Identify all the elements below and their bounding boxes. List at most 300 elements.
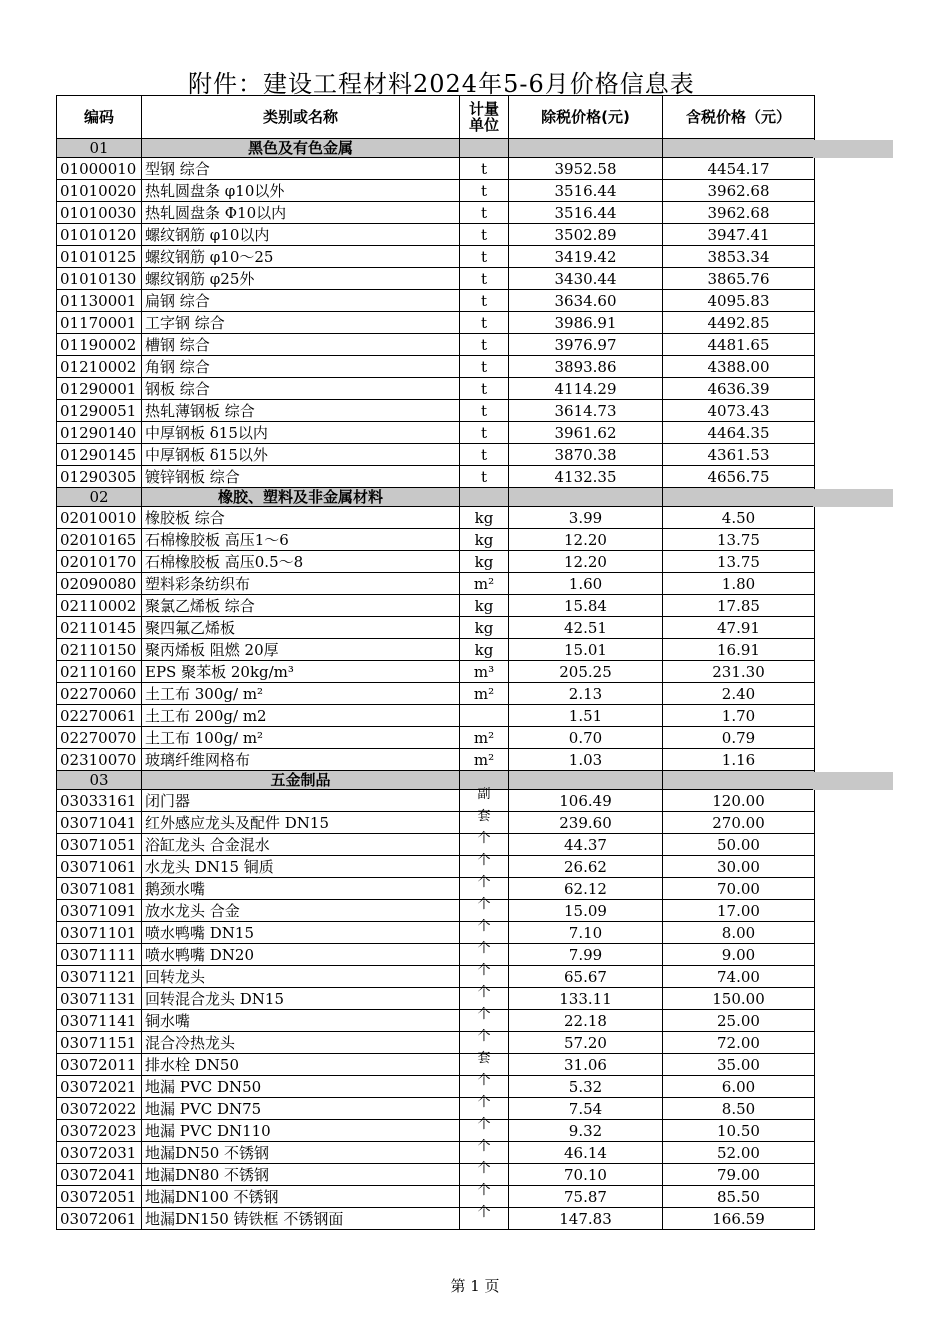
category-price-inc bbox=[663, 488, 815, 507]
item-code: 03071141 bbox=[57, 1010, 142, 1032]
item-code: 03033161 bbox=[57, 790, 142, 812]
item-price-ex-tax: 70.10 bbox=[509, 1164, 663, 1186]
item-name: 玻璃纤维网格布 bbox=[142, 749, 460, 771]
item-price-ex-tax: 3419.42 bbox=[509, 246, 663, 268]
item-unit: t bbox=[460, 180, 509, 202]
item-unit: 个 bbox=[460, 872, 509, 894]
item-unit: 个 bbox=[460, 982, 509, 1004]
table-row bbox=[57, 202, 815, 224]
item-price-ex-tax: 3.99 bbox=[509, 507, 663, 529]
item-code: 02010165 bbox=[57, 529, 142, 551]
item-price-inc-tax: 9.00 bbox=[663, 944, 815, 966]
item-code: 02110150 bbox=[57, 639, 142, 661]
item-price-inc-tax: 35.00 bbox=[663, 1054, 815, 1076]
item-unit: kg bbox=[460, 551, 509, 573]
table-row bbox=[57, 705, 815, 727]
item-code: 03071091 bbox=[57, 900, 142, 922]
item-name: 橡胶板 综合 bbox=[142, 507, 460, 529]
item-code: 02010170 bbox=[57, 551, 142, 573]
table-row bbox=[57, 749, 815, 771]
item-name: 槽钢 综合 bbox=[142, 334, 460, 356]
category-row bbox=[57, 139, 815, 158]
category-code: 01 bbox=[57, 139, 142, 158]
item-price-inc-tax: 3865.76 bbox=[663, 268, 815, 290]
category-price-inc bbox=[663, 139, 815, 158]
item-name: 聚丙烯板 阻燃 20厚 bbox=[142, 639, 460, 661]
table-row bbox=[57, 944, 815, 966]
item-price-inc-tax: 72.00 bbox=[663, 1032, 815, 1054]
item-price-ex-tax: 31.06 bbox=[509, 1054, 663, 1076]
item-code: 03071051 bbox=[57, 834, 142, 856]
item-unit: t bbox=[460, 312, 509, 334]
table-row bbox=[57, 683, 815, 705]
item-price-ex-tax: 75.87 bbox=[509, 1186, 663, 1208]
item-code: 03071081 bbox=[57, 878, 142, 900]
table-row bbox=[57, 1054, 815, 1076]
item-name: 排水栓 DN50 bbox=[142, 1054, 460, 1076]
item-code: 02310070 bbox=[57, 749, 142, 771]
item-unit: t bbox=[460, 356, 509, 378]
item-price-inc-tax: 30.00 bbox=[663, 856, 815, 878]
item-price-inc-tax: 270.00 bbox=[663, 812, 815, 834]
item-name: 聚四氟乙烯板 bbox=[142, 617, 460, 639]
table-row bbox=[57, 922, 815, 944]
item-name: 鹅颈水嘴 bbox=[142, 878, 460, 900]
item-price-inc-tax: 74.00 bbox=[663, 966, 815, 988]
item-unit: 个 bbox=[460, 1004, 509, 1026]
item-unit: 副 bbox=[460, 784, 509, 806]
item-name: 土工布 100g/ m² bbox=[142, 727, 460, 749]
page-number: 第 1 页 bbox=[450, 1277, 500, 1295]
table-row bbox=[57, 356, 815, 378]
category-band bbox=[813, 489, 893, 507]
item-price-ex-tax: 3893.86 bbox=[509, 356, 663, 378]
category-price-ex bbox=[509, 139, 663, 158]
item-unit: kg bbox=[460, 639, 509, 661]
item-unit: 个 bbox=[460, 1158, 509, 1180]
header-unit: 计量单位 bbox=[460, 96, 509, 139]
item-price-ex-tax: 0.70 bbox=[509, 727, 663, 749]
item-unit: m² bbox=[460, 683, 509, 705]
item-price-inc-tax: 17.85 bbox=[663, 595, 815, 617]
table-row bbox=[57, 1010, 815, 1032]
table-row bbox=[57, 617, 815, 639]
item-price-inc-tax: 4.50 bbox=[663, 507, 815, 529]
item-price-inc-tax: 6.00 bbox=[663, 1076, 815, 1098]
table-body bbox=[57, 139, 815, 1230]
item-name: 工字钢 综合 bbox=[142, 312, 460, 334]
table-row bbox=[57, 1186, 815, 1208]
item-price-inc-tax: 166.59 bbox=[663, 1208, 815, 1230]
item-name: 土工布 300g/ m² bbox=[142, 683, 460, 705]
item-price-ex-tax: 3516.44 bbox=[509, 202, 663, 224]
item-code: 02090080 bbox=[57, 573, 142, 595]
item-price-ex-tax: 5.32 bbox=[509, 1076, 663, 1098]
item-unit: t bbox=[460, 246, 509, 268]
item-price-ex-tax: 1.51 bbox=[509, 705, 663, 727]
item-name: 螺纹钢筋 φ10以内 bbox=[142, 224, 460, 246]
item-price-inc-tax: 8.50 bbox=[663, 1098, 815, 1120]
item-price-ex-tax: 133.11 bbox=[509, 988, 663, 1010]
item-code: 01190002 bbox=[57, 334, 142, 356]
item-code: 03071111 bbox=[57, 944, 142, 966]
item-name: 铜水嘴 bbox=[142, 1010, 460, 1032]
item-name: 红外感应龙头及配件 DN15 bbox=[142, 812, 460, 834]
table-row bbox=[57, 856, 815, 878]
category-price-inc bbox=[663, 771, 815, 790]
item-price-ex-tax: 3634.60 bbox=[509, 290, 663, 312]
item-unit: t bbox=[460, 290, 509, 312]
item-code: 02270061 bbox=[57, 705, 142, 727]
item-price-inc-tax: 4492.85 bbox=[663, 312, 815, 334]
category-row bbox=[57, 771, 815, 790]
category-band bbox=[813, 140, 893, 158]
item-price-inc-tax: 3853.34 bbox=[663, 246, 815, 268]
item-unit: 个 bbox=[460, 894, 509, 916]
table-row bbox=[57, 1120, 815, 1142]
item-price-ex-tax: 2.13 bbox=[509, 683, 663, 705]
item-price-ex-tax: 3430.44 bbox=[509, 268, 663, 290]
item-name: 热轧圆盘条 Φ10以内 bbox=[142, 202, 460, 224]
item-unit: t bbox=[460, 444, 509, 466]
table-row bbox=[57, 158, 815, 180]
item-price-ex-tax: 3952.58 bbox=[509, 158, 663, 180]
item-price-inc-tax: 0.79 bbox=[663, 727, 815, 749]
item-name: 放水龙头 合金 bbox=[142, 900, 460, 922]
item-unit: t bbox=[460, 400, 509, 422]
item-name: 地漏DN80 不锈钢 bbox=[142, 1164, 460, 1186]
table-row bbox=[57, 422, 815, 444]
item-price-ex-tax: 22.18 bbox=[509, 1010, 663, 1032]
item-code: 01290305 bbox=[57, 466, 142, 488]
item-price-inc-tax: 1.70 bbox=[663, 705, 815, 727]
item-unit: m² bbox=[460, 749, 509, 771]
item-code: 03072051 bbox=[57, 1186, 142, 1208]
item-price-inc-tax: 150.00 bbox=[663, 988, 815, 1010]
item-name: 闭门器 bbox=[142, 790, 460, 812]
item-price-ex-tax: 3502.89 bbox=[509, 224, 663, 246]
item-code: 02110145 bbox=[57, 617, 142, 639]
item-code: 01010020 bbox=[57, 180, 142, 202]
item-price-ex-tax: 42.51 bbox=[509, 617, 663, 639]
item-unit: 个 bbox=[460, 1092, 509, 1114]
item-price-ex-tax: 7.54 bbox=[509, 1098, 663, 1120]
item-price-inc-tax: 16.91 bbox=[663, 639, 815, 661]
item-price-ex-tax: 44.37 bbox=[509, 834, 663, 856]
category-price-ex bbox=[509, 488, 663, 507]
category-code: 02 bbox=[57, 488, 142, 507]
item-code: 01170001 bbox=[57, 312, 142, 334]
item-code: 03072022 bbox=[57, 1098, 142, 1120]
item-name: 回转混合龙头 DN15 bbox=[142, 988, 460, 1010]
item-code: 03071101 bbox=[57, 922, 142, 944]
item-code: 01290145 bbox=[57, 444, 142, 466]
item-unit: t bbox=[460, 422, 509, 444]
item-name: 塑料彩条纺织布 bbox=[142, 573, 460, 595]
item-code: 02010010 bbox=[57, 507, 142, 529]
item-unit: t bbox=[460, 158, 509, 180]
item-name: 土工布 200g/ m2 bbox=[142, 705, 460, 727]
item-code: 03071061 bbox=[57, 856, 142, 878]
item-code: 01130001 bbox=[57, 290, 142, 312]
table-row bbox=[57, 290, 815, 312]
item-price-ex-tax: 7.99 bbox=[509, 944, 663, 966]
item-price-inc-tax: 4073.43 bbox=[663, 400, 815, 422]
item-name: 螺纹钢筋 φ25外 bbox=[142, 268, 460, 290]
table-header-row bbox=[57, 96, 815, 139]
item-price-inc-tax: 4636.39 bbox=[663, 378, 815, 400]
item-price-ex-tax: 1.03 bbox=[509, 749, 663, 771]
item-name: 地漏DN150 铸铁框 不锈钢面 bbox=[142, 1208, 460, 1230]
item-name: 热轧圆盘条 φ10以外 bbox=[142, 180, 460, 202]
item-price-inc-tax: 4656.75 bbox=[663, 466, 815, 488]
table-row bbox=[57, 312, 815, 334]
table-row bbox=[57, 466, 815, 488]
item-price-inc-tax: 13.75 bbox=[663, 551, 815, 573]
document-title: 附件：建设工程材料2024年5-6月价格信息表 bbox=[188, 70, 695, 98]
table-row bbox=[57, 1208, 815, 1230]
item-price-ex-tax: 4114.29 bbox=[509, 378, 663, 400]
item-unit: 个 bbox=[460, 1180, 509, 1202]
item-price-inc-tax: 3962.68 bbox=[663, 202, 815, 224]
table-row bbox=[57, 1098, 815, 1120]
category-band bbox=[813, 772, 893, 790]
item-code: 03072061 bbox=[57, 1208, 142, 1230]
table-row bbox=[57, 1032, 815, 1054]
item-unit: kg bbox=[460, 595, 509, 617]
item-name: 石棉橡胶板 高压0.5～8 bbox=[142, 551, 460, 573]
category-name: 五金制品 bbox=[142, 771, 460, 790]
item-name: 热轧薄钢板 综合 bbox=[142, 400, 460, 422]
table-row bbox=[57, 834, 815, 856]
item-unit: 个 bbox=[460, 1114, 509, 1136]
item-code: 01290140 bbox=[57, 422, 142, 444]
item-price-ex-tax: 15.09 bbox=[509, 900, 663, 922]
item-name: 石棉橡胶板 高压1～6 bbox=[142, 529, 460, 551]
item-unit: m² bbox=[460, 573, 509, 595]
table-row bbox=[57, 661, 815, 683]
item-code: 03071131 bbox=[57, 988, 142, 1010]
header-price-ex-tax: 除税价格(元) bbox=[509, 96, 663, 139]
item-unit: t bbox=[460, 466, 509, 488]
item-price-inc-tax: 8.00 bbox=[663, 922, 815, 944]
table-row bbox=[57, 878, 815, 900]
item-price-inc-tax: 120.00 bbox=[663, 790, 815, 812]
table-row bbox=[57, 966, 815, 988]
item-code: 03071151 bbox=[57, 1032, 142, 1054]
item-code: 02110160 bbox=[57, 661, 142, 683]
table-row bbox=[57, 900, 815, 922]
header-price-inc-tax: 含税价格（元） bbox=[663, 96, 815, 139]
item-code: 03071121 bbox=[57, 966, 142, 988]
item-code: 03072041 bbox=[57, 1164, 142, 1186]
item-unit: t bbox=[460, 334, 509, 356]
item-code: 01290001 bbox=[57, 378, 142, 400]
item-code: 01010030 bbox=[57, 202, 142, 224]
table-row bbox=[57, 1142, 815, 1164]
item-name: 螺纹钢筋 φ10～25 bbox=[142, 246, 460, 268]
item-unit: kg bbox=[460, 529, 509, 551]
item-price-ex-tax: 12.20 bbox=[509, 529, 663, 551]
item-code: 03072023 bbox=[57, 1120, 142, 1142]
item-name: 角钢 综合 bbox=[142, 356, 460, 378]
item-unit: t bbox=[460, 378, 509, 400]
item-price-inc-tax: 3962.68 bbox=[663, 180, 815, 202]
item-name: 地漏 PVC DN110 bbox=[142, 1120, 460, 1142]
item-name: 回转龙头 bbox=[142, 966, 460, 988]
item-code: 03072031 bbox=[57, 1142, 142, 1164]
item-code: 01210002 bbox=[57, 356, 142, 378]
item-price-ex-tax: 3516.44 bbox=[509, 180, 663, 202]
item-name: 型钢 综合 bbox=[142, 158, 460, 180]
price-table bbox=[56, 95, 815, 1230]
item-price-ex-tax: 106.49 bbox=[509, 790, 663, 812]
item-price-inc-tax: 79.00 bbox=[663, 1164, 815, 1186]
table-row bbox=[57, 1164, 815, 1186]
item-unit: 个 bbox=[460, 916, 509, 938]
item-code: 03072011 bbox=[57, 1054, 142, 1076]
item-price-inc-tax: 2.40 bbox=[663, 683, 815, 705]
item-unit: t bbox=[460, 224, 509, 246]
item-name: 镀锌钢板 综合 bbox=[142, 466, 460, 488]
item-name: 中厚钢板 δ15以内 bbox=[142, 422, 460, 444]
table-row bbox=[57, 444, 815, 466]
item-price-ex-tax: 15.01 bbox=[509, 639, 663, 661]
item-price-inc-tax: 3947.41 bbox=[663, 224, 815, 246]
item-unit: 个 bbox=[460, 828, 509, 850]
item-code: 01010120 bbox=[57, 224, 142, 246]
item-name: 地漏DN100 不锈钢 bbox=[142, 1186, 460, 1208]
item-price-ex-tax: 46.14 bbox=[509, 1142, 663, 1164]
item-code: 01290051 bbox=[57, 400, 142, 422]
item-price-inc-tax: 25.00 bbox=[663, 1010, 815, 1032]
table-row bbox=[57, 790, 815, 812]
item-name: 扁钢 综合 bbox=[142, 290, 460, 312]
item-name: 地漏 PVC DN50 bbox=[142, 1076, 460, 1098]
item-unit: 套 bbox=[460, 806, 509, 828]
item-unit: kg bbox=[460, 507, 509, 529]
item-name: 地漏 PVC DN75 bbox=[142, 1098, 460, 1120]
item-code: 01010125 bbox=[57, 246, 142, 268]
table-row bbox=[57, 988, 815, 1010]
table-row bbox=[57, 727, 815, 749]
item-price-ex-tax: 239.60 bbox=[509, 812, 663, 834]
item-unit: 个 bbox=[460, 1136, 509, 1158]
item-unit: 个 bbox=[460, 1070, 509, 1092]
item-price-inc-tax: 10.50 bbox=[663, 1120, 815, 1142]
item-price-ex-tax: 3614.73 bbox=[509, 400, 663, 422]
item-price-ex-tax: 4132.35 bbox=[509, 466, 663, 488]
table-row bbox=[57, 400, 815, 422]
item-price-inc-tax: 1.80 bbox=[663, 573, 815, 595]
item-unit: 个 bbox=[460, 1026, 509, 1048]
category-unit bbox=[460, 139, 509, 158]
item-unit: m³ bbox=[460, 661, 509, 683]
category-row bbox=[57, 488, 815, 507]
item-unit: 套 bbox=[460, 1048, 509, 1070]
item-name: 钢板 综合 bbox=[142, 378, 460, 400]
table-row bbox=[57, 551, 815, 573]
item-name: 混合冷热龙头 bbox=[142, 1032, 460, 1054]
item-unit: kg bbox=[460, 617, 509, 639]
table-row bbox=[57, 378, 815, 400]
item-code: 03072021 bbox=[57, 1076, 142, 1098]
item-price-ex-tax: 147.83 bbox=[509, 1208, 663, 1230]
item-price-ex-tax: 205.25 bbox=[509, 661, 663, 683]
item-unit bbox=[460, 705, 509, 727]
item-name: 中厚钢板 δ15以外 bbox=[142, 444, 460, 466]
table-row bbox=[57, 1076, 815, 1098]
item-name: 水龙头 DN15 铜质 bbox=[142, 856, 460, 878]
table-row bbox=[57, 639, 815, 661]
item-price-ex-tax: 62.12 bbox=[509, 878, 663, 900]
item-price-inc-tax: 13.75 bbox=[663, 529, 815, 551]
item-price-ex-tax: 26.62 bbox=[509, 856, 663, 878]
item-price-ex-tax: 9.32 bbox=[509, 1120, 663, 1142]
item-unit: 个 bbox=[460, 938, 509, 960]
header-name: 类别或名称 bbox=[142, 96, 460, 139]
table-row bbox=[57, 268, 815, 290]
item-price-inc-tax: 4464.35 bbox=[663, 422, 815, 444]
item-price-inc-tax: 1.16 bbox=[663, 749, 815, 771]
item-price-inc-tax: 4361.53 bbox=[663, 444, 815, 466]
item-price-ex-tax: 7.10 bbox=[509, 922, 663, 944]
item-code: 02270060 bbox=[57, 683, 142, 705]
category-name: 黑色及有色金属 bbox=[142, 139, 460, 158]
table-row bbox=[57, 595, 815, 617]
item-code: 03071041 bbox=[57, 812, 142, 834]
table-row bbox=[57, 334, 815, 356]
item-price-ex-tax: 3961.62 bbox=[509, 422, 663, 444]
item-name: 喷水鸭嘴 DN15 bbox=[142, 922, 460, 944]
item-name: 聚氯乙烯板 综合 bbox=[142, 595, 460, 617]
category-code: 03 bbox=[57, 771, 142, 790]
table-row bbox=[57, 573, 815, 595]
item-code: 02270070 bbox=[57, 727, 142, 749]
item-unit: 个 bbox=[460, 1202, 509, 1224]
item-price-ex-tax: 15.84 bbox=[509, 595, 663, 617]
item-name: 喷水鸭嘴 DN20 bbox=[142, 944, 460, 966]
item-price-ex-tax: 3870.38 bbox=[509, 444, 663, 466]
item-name: 浴缸龙头 合金混水 bbox=[142, 834, 460, 856]
item-price-inc-tax: 70.00 bbox=[663, 878, 815, 900]
item-price-ex-tax: 3986.91 bbox=[509, 312, 663, 334]
item-unit: 个 bbox=[460, 960, 509, 982]
table-row bbox=[57, 246, 815, 268]
table-row bbox=[57, 507, 815, 529]
item-unit: t bbox=[460, 202, 509, 224]
item-code: 02110002 bbox=[57, 595, 142, 617]
table-row bbox=[57, 180, 815, 202]
item-code: 01010130 bbox=[57, 268, 142, 290]
category-name: 橡胶、塑料及非金属材料 bbox=[142, 488, 460, 507]
item-price-inc-tax: 4388.00 bbox=[663, 356, 815, 378]
item-unit: 个 bbox=[460, 850, 509, 872]
item-unit: m² bbox=[460, 727, 509, 749]
item-price-inc-tax: 4095.83 bbox=[663, 290, 815, 312]
item-price-ex-tax: 3976.97 bbox=[509, 334, 663, 356]
item-price-ex-tax: 65.67 bbox=[509, 966, 663, 988]
item-price-inc-tax: 4481.65 bbox=[663, 334, 815, 356]
item-price-inc-tax: 4454.17 bbox=[663, 158, 815, 180]
item-price-inc-tax: 85.50 bbox=[663, 1186, 815, 1208]
category-unit bbox=[460, 488, 509, 507]
header-code: 编码 bbox=[57, 96, 142, 139]
table-row bbox=[57, 224, 815, 246]
item-price-inc-tax: 47.91 bbox=[663, 617, 815, 639]
item-price-inc-tax: 52.00 bbox=[663, 1142, 815, 1164]
item-price-inc-tax: 50.00 bbox=[663, 834, 815, 856]
